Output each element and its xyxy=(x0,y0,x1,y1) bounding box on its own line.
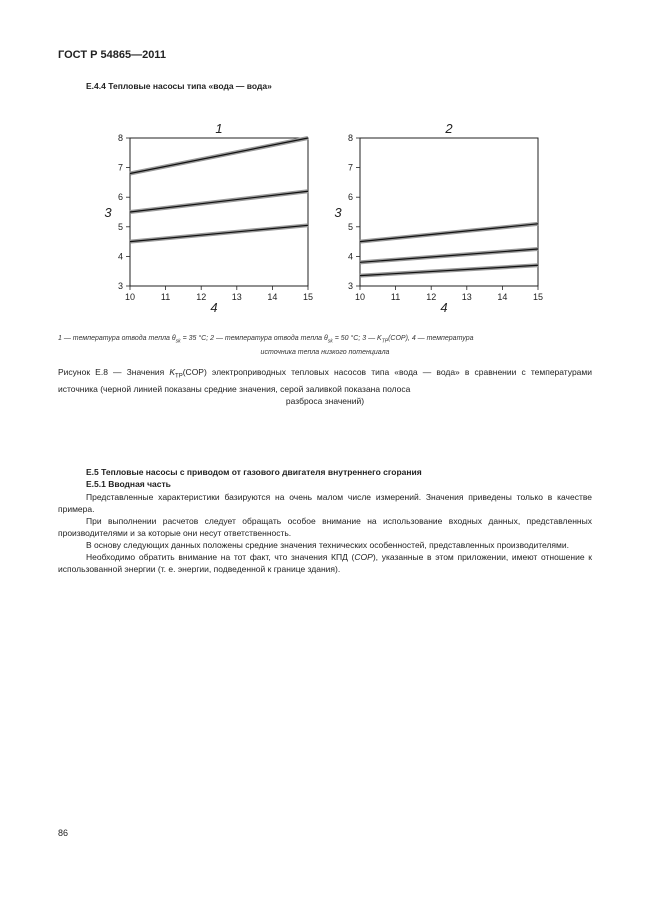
paragraph-3: В основу следующих данных положены средние значения технических особенностей, представленных производителями. xyxy=(86,540,569,550)
y-axis-label: 3 xyxy=(334,205,342,220)
figure-caption xyxy=(58,366,592,407)
legend-text-a: 1 — температура отвода тепла xyxy=(58,335,172,342)
panel-label: 2 xyxy=(445,121,453,136)
chart-panel-2 xyxy=(330,118,550,318)
paragraph-1: Представленные характеристики базируются на очень малом числе измерений. Значения приведены только в качестве примера. xyxy=(58,492,592,514)
plot-frame xyxy=(130,138,308,286)
paragraph-4 xyxy=(58,551,592,575)
y-tick-label: 4 xyxy=(347,251,353,262)
paragraph-4-b: ), указанные в этом приложении, имеют отношение к использованной энергии (т. е. энергии, подведенной к границе здания). xyxy=(58,552,592,574)
caption-text-a: Рисунок Е.8 — Значения xyxy=(58,367,170,377)
x-tick-label: 14 xyxy=(497,292,508,302)
paragraph-4-cop: COP xyxy=(354,552,373,562)
y-tick-label: 5 xyxy=(117,221,123,232)
subsection-title-e51: Е.5.1 Вводная часть xyxy=(86,479,171,489)
y-tick-label: 3 xyxy=(347,281,353,291)
y-tick-label: 8 xyxy=(347,133,353,143)
section-title-e44: Е.4.4 Тепловые насосы типа «вода — вода» xyxy=(86,81,272,91)
x-tick-label: 13 xyxy=(231,292,242,302)
plot-frame xyxy=(360,138,538,286)
legend-k-sub: TP xyxy=(381,338,389,345)
y-tick-label: 7 xyxy=(347,162,353,173)
caption-k: K xyxy=(169,367,176,377)
legend-text-d: (COP), 4 — температура xyxy=(388,335,474,342)
x-axis-label: 4 xyxy=(210,300,218,315)
y-tick-label: 5 xyxy=(347,221,353,232)
page-number: 86 xyxy=(58,828,69,838)
x-tick-label: 11 xyxy=(160,292,171,302)
figure-legend: 1 — температура отвода тепла $\theta_{sk} = 35$ °C; 2 — температура отвода тепла $\theta_{sk} = 50$ °C; 3 — $K_{TP}(COP)$, 4 — температура источника тепла низкого потенциала xyxy=(58,333,592,358)
chart-panel-1 xyxy=(100,118,320,318)
series-line-1 xyxy=(130,138,308,174)
y-tick-label: 6 xyxy=(347,192,353,203)
x-axis-label: 4 xyxy=(440,300,448,315)
section-title-e5: Е.5 Тепловые насосы с приводом от газового двигателя внутреннего сгорания xyxy=(86,467,422,477)
x-tick-label: 15 xyxy=(532,292,544,302)
x-tick-label: 12 xyxy=(196,292,207,302)
y-tick-label: 3 xyxy=(117,281,123,291)
x-tick-label: 15 xyxy=(302,292,314,302)
section-body xyxy=(58,491,592,575)
x-tick-label: 12 xyxy=(426,292,437,302)
legend-text-c: = 50 °C; 3 — K xyxy=(332,335,382,342)
y-tick-label: 6 xyxy=(117,192,123,203)
paragraph-4-a: Необходимо обратить внимание на тот факт, что значения КПД ( xyxy=(86,552,355,562)
x-tick-label: 10 xyxy=(354,292,366,302)
legend-line-2: источника тепла низкого потенциала xyxy=(260,349,390,357)
series-line-2 xyxy=(360,249,538,262)
x-tick-label: 10 xyxy=(124,292,136,302)
caption-k-sub: TP xyxy=(175,373,183,380)
series-line-3 xyxy=(360,265,538,275)
panel-label: 1 xyxy=(215,121,223,136)
y-tick-label: 7 xyxy=(117,162,123,173)
series-line-2 xyxy=(130,191,308,212)
legend-theta2-sub: sk xyxy=(327,338,333,345)
x-tick-label: 11 xyxy=(390,292,401,302)
legend-theta1-sub: sk xyxy=(175,338,181,345)
paragraph-2: При выполнении расчетов следует обращать особое внимание на использование входных данных, представленных производителями и за которые они несут ответственность. xyxy=(58,516,592,538)
document-id: ГОСТ Р 54865—2011 xyxy=(58,49,166,61)
y-tick-label: 4 xyxy=(117,251,123,262)
legend-text-b: = 35 °C; 2 — температура отвода тепла xyxy=(180,335,324,342)
series-line-1 xyxy=(360,224,538,242)
y-axis-label: 3 xyxy=(104,205,112,220)
series-line-3 xyxy=(130,225,308,241)
caption-last-line: разброса значений) xyxy=(285,395,365,406)
caption-text-b: (COP) электроприводных тепловых насосов типа «вода — вода» в сравнении с температурами источника (черной линией показаны средние значения, серой заливкой показана полоса xyxy=(58,367,593,394)
y-tick-label: 8 xyxy=(117,133,123,143)
x-tick-label: 13 xyxy=(461,292,472,302)
x-tick-label: 14 xyxy=(267,292,278,302)
